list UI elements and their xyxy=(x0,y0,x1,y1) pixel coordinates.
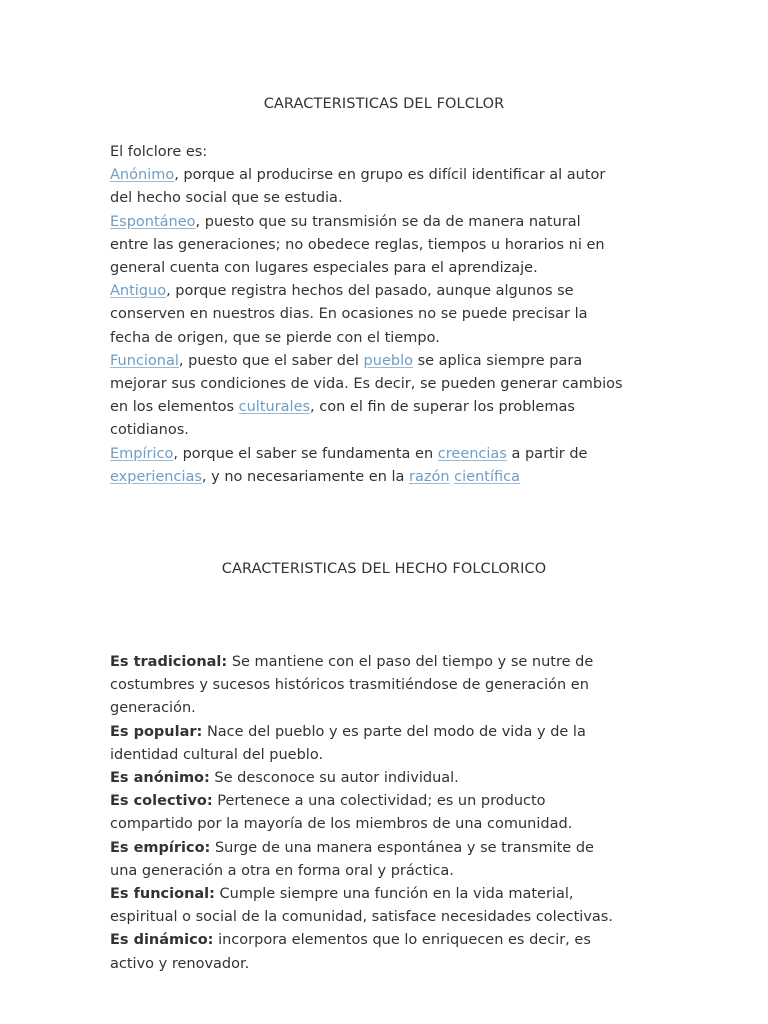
trait-funcional-line-1 xyxy=(110,883,670,906)
trait-anonimo-line-1 xyxy=(110,767,670,790)
antiguo-line-3: fecha de origen, que se pierde con el tiempo. xyxy=(110,329,440,346)
empirico-text-1: , porque el saber se fundamenta en xyxy=(173,445,438,462)
link-razon[interactable]: razón xyxy=(409,468,450,485)
trait-colectivo-line-1 xyxy=(110,790,670,813)
funcional-text-2: se aplica siempre para xyxy=(412,352,583,369)
link-experiencias[interactable]: experiencias xyxy=(110,468,202,485)
empirico-line-1 xyxy=(110,443,670,466)
antiguo-text-1: , porque registra hechos del pasado, aunque algunos se xyxy=(166,283,574,300)
trait-term: Es anónimo: xyxy=(110,770,210,787)
trait-text: Pertenece a una colectividad; es un producto xyxy=(212,793,546,810)
funcional-text-4: en los elementos xyxy=(110,399,239,416)
heading-caracteristicas-hecho-folclorico: CARACTERISTICAS DEL HECHO FOLCLORICO xyxy=(221,561,547,577)
trait-colectivo-line-2: compartido por la mayoría de los miembros de una comunidad. xyxy=(110,816,573,833)
trait-text: Se mantiene con el paso del tiempo y se nutre de xyxy=(227,654,594,670)
link-funcional[interactable]: Funcional xyxy=(110,352,179,369)
link-antiguo[interactable]: Antiguo xyxy=(110,283,167,300)
link-empirico[interactable]: Empírico xyxy=(110,445,174,462)
trait-text: Surge de una manera espontánea y se transmite de xyxy=(210,839,594,856)
antiguo-line-2: conserven en nuestros dias. En ocasiones no se puede precisar la xyxy=(110,306,588,323)
empirico-line-2 xyxy=(110,466,670,489)
trait-term: Es dinámico: xyxy=(110,932,214,949)
anonimo-line-1 xyxy=(110,164,670,187)
trait-tradicional-line-1 xyxy=(110,651,670,674)
trait-text: Cumple siempre una función en la vida material, xyxy=(214,886,574,903)
trait-tradicional-line-2: costumbres y sucesos históricos trasmitiéndose de generación en xyxy=(110,677,589,694)
funcional-line-3 xyxy=(110,396,670,419)
empirico-text-3: , y no necesariamente en la xyxy=(201,468,410,485)
trait-text: Nace del pueblo y es parte del modo de vida y de la xyxy=(202,723,586,740)
anonimo-text-1: , porque al producirse en grupo es difícil identificar al autor xyxy=(174,167,606,184)
funcional-text-1: , puesto que el saber del xyxy=(178,352,364,369)
link-anonimo[interactable]: Anónimo xyxy=(110,167,175,184)
empirico-text-2: a partir de xyxy=(506,445,588,462)
trait-dinamico-line-2: activo y renovador. xyxy=(110,955,250,972)
trait-popular-line-1 xyxy=(110,721,670,744)
trait-term: Es funcional: xyxy=(110,886,215,903)
trait-empirico-line-2: una generación a otra en forma oral y práctica. xyxy=(110,862,454,879)
espontaneo-text-1: , puesto que su transmisión se da de manera natural xyxy=(195,213,581,230)
trait-text: Se desconoce su autor individual. xyxy=(209,770,459,787)
link-espontaneo[interactable]: Espontáneo xyxy=(110,213,196,230)
trait-funcional-line-2: espiritual o social de la comunidad, satisface necesidades colectivas. xyxy=(110,909,613,926)
espontaneo-line-2: entre las generaciones; no obedece reglas, tiempos u horarios ni en xyxy=(110,236,605,253)
link-pueblo[interactable]: pueblo xyxy=(363,352,413,369)
anonimo-line-2: del hecho social que se estudia. xyxy=(110,190,343,207)
trait-dinamico-line-1 xyxy=(110,929,670,952)
trait-term: Es tradicional: xyxy=(110,654,228,670)
trait-term: Es empírico: xyxy=(110,839,211,856)
intro-line: El folclore es: xyxy=(110,144,208,160)
antiguo-line-1 xyxy=(110,280,670,303)
funcional-line-4: cotidianos. xyxy=(110,422,189,439)
link-culturales[interactable]: culturales xyxy=(238,399,311,416)
trait-term: Es popular: xyxy=(110,723,203,740)
espontaneo-line-3: general cuenta con lugares especiales para el aprendizaje. xyxy=(110,260,538,277)
trait-tradicional-line-3: generación. xyxy=(110,700,196,717)
trait-term: Es colectivo: xyxy=(110,793,213,810)
funcional-line-1 xyxy=(110,350,670,373)
trait-text: incorpora elementos que lo enriquecen es decir, es xyxy=(213,932,591,949)
heading-caracteristicas-folclor: CARACTERISTICAS DEL FOLCLOR xyxy=(263,96,505,112)
link-cientifica[interactable]: científica xyxy=(454,468,520,485)
hecho-folclorico-traits xyxy=(110,651,670,976)
trait-popular-line-2: identidad cultural del pueblo. xyxy=(110,746,324,763)
link-creencias[interactable]: creencias xyxy=(437,445,507,462)
trait-empirico-line-1 xyxy=(110,837,670,860)
espontaneo-line-1 xyxy=(110,211,670,234)
funcional-line-2: mejorar sus condiciones de vida. Es decir, se pueden generar cambios xyxy=(110,376,623,393)
folclore-characteristics-text xyxy=(110,141,670,489)
funcional-text-5: , con el fin de superar los problemas xyxy=(310,399,575,416)
